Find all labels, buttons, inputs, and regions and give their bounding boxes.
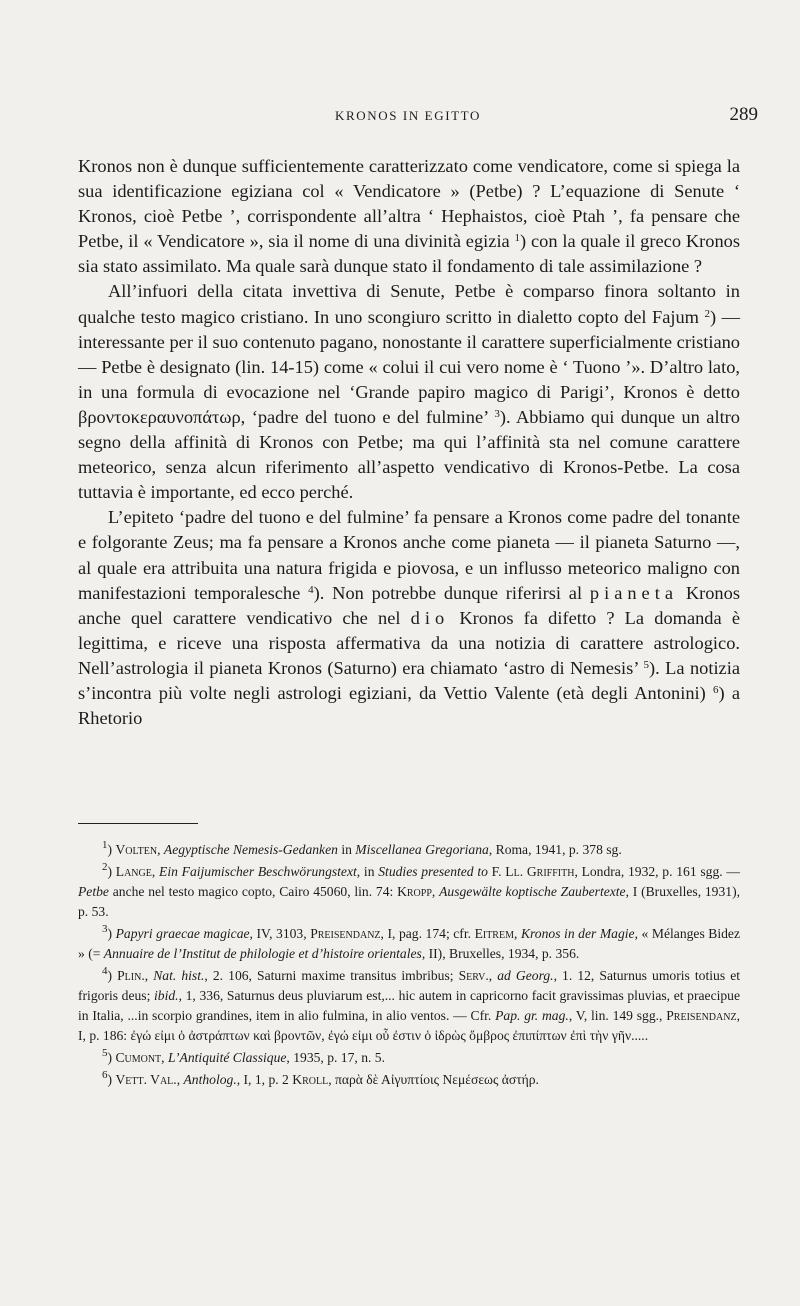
text-run: , I (Bruxelles, 1931), p. 53.: [78, 884, 740, 919]
text-run: , I, pag. 174; cfr.: [380, 926, 475, 941]
paragraph-3: [78, 505, 740, 731]
footnote-number: 1: [102, 839, 108, 851]
footnote-number: 3: [102, 923, 108, 935]
work-title: Pap. gr. mag.: [495, 1008, 569, 1023]
text-run: , V, lin. 149 sgg.,: [568, 1008, 667, 1023]
footnote-number: 2: [102, 861, 108, 873]
text-run: ) — interessante per il suo contenuto pagano, nonostante il carattere superficialmente cristiano — Petbe è designato (lin. 14-15) come « colui il cui vero nome è ‘ Tuono ’». D’altro lato, in una formula di evocazione nel ‘Grande papiro magico di Parigi’, Kronos è detto βροντοκεραυνοπάτωρ, ‘padre del tuono e del fulmine’: [78, 306, 740, 427]
footnote-3: $^3$) Papyri graecae magicae, IV, 3103, Preisendanz, I, pag. 174; cfr. Eitrem, Kronos in der Magie, « Mélanges Bidez » (= Annuaire de l’Institut de philologie et d’histoire orientales, II), Bruxelles, 1934, p. 356.: [78, 923, 740, 961]
page-header: [78, 104, 758, 132]
footnote-5: $^5$) Cumont, L’Antiquité Classique, 1935, p. 17, n. 5.: [102, 1047, 385, 1065]
text-run: ). La notizia s’incontra più volte negli astrologi egiziani, da Vettio Valente (età degli Antonini): [78, 657, 740, 703]
author-name: Serv: [458, 968, 486, 983]
footnote-ref-4: 4: [308, 583, 314, 596]
author-name: Kropp: [397, 884, 432, 899]
footnote-6: $^6$) Vett. Val., Antholog., I, 1, p. 2 Kroll, παρὰ δὲ Αἰγυπτίοις Νεμέσεως ἀστήρ.: [102, 1069, 539, 1087]
text-run: , IV, 3103,: [249, 926, 311, 941]
italic-term: Petbe: [78, 884, 109, 899]
text-run: Kronos non è dunque sufficientemente caratterizzato come vendicatore, come si spiega la sua identificazione egiziana col « Vendicatore » (Petbe) ? L’equazione di Senute ‘ Kronos, cioè Petbe ’, corrispondente all’altra ‘ Hephaistos, cioè Ptah ’, fa pensare che Petbe, il « Vendicatore », sia il nome di una divinità egizia: [78, 156, 740, 252]
footnote-number: 6: [102, 1069, 108, 1081]
text-run: .,: [141, 968, 154, 983]
work-title: ad Georg.: [497, 968, 554, 983]
text-run: anche nel testo magico copto, Cairo 45060, lin. 74:: [108, 884, 398, 899]
paragraph-2: [78, 279, 740, 505]
footnote-ref-3: 3: [494, 407, 500, 420]
footnote-number: 5: [102, 1047, 108, 1059]
work-title: Aegyptische Nemesis-Gedanken: [163, 842, 338, 857]
footnote-1: $^1$) Volten, Aegyptische Nemesis-Gedanken in Miscellanea Gregoriana, Roma, 1941, p. 378 sg.: [102, 839, 622, 857]
footnote-ref-2: 2: [704, 307, 710, 320]
text-run: ,: [151, 864, 160, 879]
footnote-4: $^4$) Plin., Nat. hist., 2. 106, Saturni maxime transitus imbribus; Serv., ad Georg., 1. 12, Saturnus umoris totius et frigoris deus; ibid., 1, 336, Saturnus deus pluviarum est,... hic autem in capricorno facit gravissimas pluvias, et praecipue in Italia, ...in scorpio grandines, item in alio fulmina, in alio ventos. — Cfr. Pap. gr. mag., V, lin. 149 sgg., Preisendanz, I, p. 186: ἐγώ εἰμι ὁ ἀστράπτων καὶ βροντῶν, ἐγώ εἰμι οὗ ἐστιν ὁ ἱδρὼς ὄμβρος ἐπιπίπτων ἐπὶ τὴν γῆν.....: [78, 965, 741, 1043]
work-title: Ausgewälte koptische Zaubertexte: [439, 884, 626, 899]
text-run: ,: [161, 1050, 168, 1065]
text-run: Kronos anche quel carattere vendicativo che nel: [78, 582, 740, 628]
work-title: Miscellanea Gregoriana: [355, 842, 489, 857]
main-text: [78, 154, 740, 731]
text-run: , in: [356, 864, 379, 879]
page-number: 289: [729, 104, 758, 125]
work-title: L’Antiquité Classique: [167, 1050, 287, 1065]
author-name: Lange: [115, 864, 152, 879]
paragraph-1: [78, 154, 740, 279]
text-run: ). Abbiamo qui dunque un altro segno della affinità di Kronos con Petbe; ma qui l’affinità sta nel comune carattere meteorico, senza alcun riferimento all’aspetto vendicativo di Kronos-Petbe. La cosa tuttavia è importante, ed ecco perché.: [78, 406, 740, 503]
text-run: F.: [487, 864, 506, 879]
work-title: Annuaire de l’Institut de philologie et d’histoire orientales: [103, 946, 422, 961]
italic-term: ibid.: [154, 988, 179, 1003]
text-run: , 2. 106, Saturni maxime transitus imbribus;: [204, 968, 459, 983]
author-name: Cumont: [115, 1050, 162, 1065]
footnote-ref-1: 1: [514, 232, 521, 245]
text-run: , 1935, p. 17, n. 5.: [286, 1050, 385, 1065]
author-name: Vett. Val.: [115, 1072, 177, 1087]
footnote-2: $^2$) Lange, Ein Faijumischer Beschwörungstext, in Studies presented to F. Ll. Griffith, Londra, 1932, p. 161 sgg. — Petbe anche nel testo magico copto, Cairo 45060, lin. 74: Kropp, Ausgewälte koptische Zaubertexte, I (Bruxelles, 1931), p. 53.: [78, 861, 740, 919]
author-name: Eitrem: [474, 926, 514, 941]
work-title: Ein Faijumischer Beschwörungstext: [159, 864, 357, 879]
spaced-word-dio: dio: [410, 607, 450, 628]
text-run: , « Mélanges Bidez » (=: [78, 926, 740, 961]
text-run: , I, 1, p. 2: [236, 1072, 293, 1087]
text-run: L’epiteto ‘padre del tuono e del fulmine’ fa pensare a Kronos come padre del tonante e folgorante Zeus; ma fa pensare a Kronos anche come pianeta — il pianeta Saturno —, al quale era attribuita una natura frigida e piovosa, e un influsso meteorico maligno con manifestazioni temporalesche: [78, 507, 740, 603]
author-name: Volten: [115, 842, 158, 857]
text-run: ,: [513, 926, 521, 941]
spaced-word-pianeta: pianeta: [589, 582, 678, 603]
author-name: Preisendanz: [666, 1008, 737, 1023]
text-run: , I, p. 186: ἐγώ εἰμι ὁ ἀστράπτων καὶ βροντῶν, ἐγώ εἰμι οὗ ἐστιν ὁ ἱδρὼς ὄμβρος ἐπιπίπτων ἐπὶ τὴν γῆν.....: [78, 1008, 740, 1043]
text-run: in: [337, 842, 356, 857]
work-title: Antholog.: [183, 1072, 237, 1087]
text-run: , II), Bruxelles, 1934, p. 356.: [421, 946, 580, 961]
text-run: , Roma, 1941, p. 378 sg.: [488, 842, 622, 857]
footnote-number: 4: [102, 965, 108, 977]
text-run: ) con la quale il greco Kronos sia stato assimilato. Ma quale sarà dunque stato il fondamento di tale assimilazione ?: [78, 231, 740, 277]
work-title: Kronos in der Magie: [520, 926, 635, 941]
text-run: , Londra, 1932, p. 161 sgg. —: [574, 864, 740, 879]
text-run: ). Non potrebbe dunque riferirsi al: [313, 582, 590, 603]
text-run: , 1, 336, Saturnus deus pluviarum est,... hic autem in capricorno facit gravissimas pluvias, et praecipue in Italia, ...in scorpio grandines, item in alio fulmina, in alio ventos. — Cfr.: [78, 988, 741, 1023]
work-title: Nat. hist.: [153, 968, 205, 983]
author-name: Kroll: [292, 1072, 329, 1087]
text-run: .,: [485, 968, 498, 983]
footnote-ref-5: 5: [643, 658, 649, 671]
text-run: , παρὰ δὲ Αἰγυπτίοις Νεμέσεως ἀστήρ.: [328, 1072, 539, 1087]
footnote-ref-6: 6: [712, 683, 719, 696]
author-name: Plin: [117, 968, 142, 983]
work-title: Studies presented to: [378, 864, 488, 879]
text-run: Kronos fa difetto ? La domanda è legittima, e riceve una risposta affermativa da una notizia di carattere astrologico. Nell’astrologia il pianeta Kronos (Saturno) era chiamato ‘astro di Nemesis’: [78, 607, 740, 678]
author-name: Ll. Griffith: [505, 864, 575, 879]
text-run: ,: [431, 884, 440, 899]
author-name: Preisendanz: [310, 926, 381, 941]
text-run: All’infuori della citata invettiva di Senute, Petbe è comparso finora soltanto in qualche testo magico cristiano. In uno scongiuro scritto in dialetto copto del Fajum: [78, 281, 740, 327]
running-title: KRONOS IN EGITTO: [335, 108, 481, 123]
text-run: ) a Rhetorio: [78, 682, 740, 729]
text-run: ,: [176, 1072, 184, 1087]
footnote-divider: [78, 823, 198, 824]
text-run: ,: [157, 842, 164, 857]
footnotes: [78, 840, 740, 1090]
work-title: Papyri graecae magicae: [115, 926, 250, 941]
text-run: , 1. 12, Saturnus umoris totius et frigoris deus;: [78, 968, 741, 1003]
